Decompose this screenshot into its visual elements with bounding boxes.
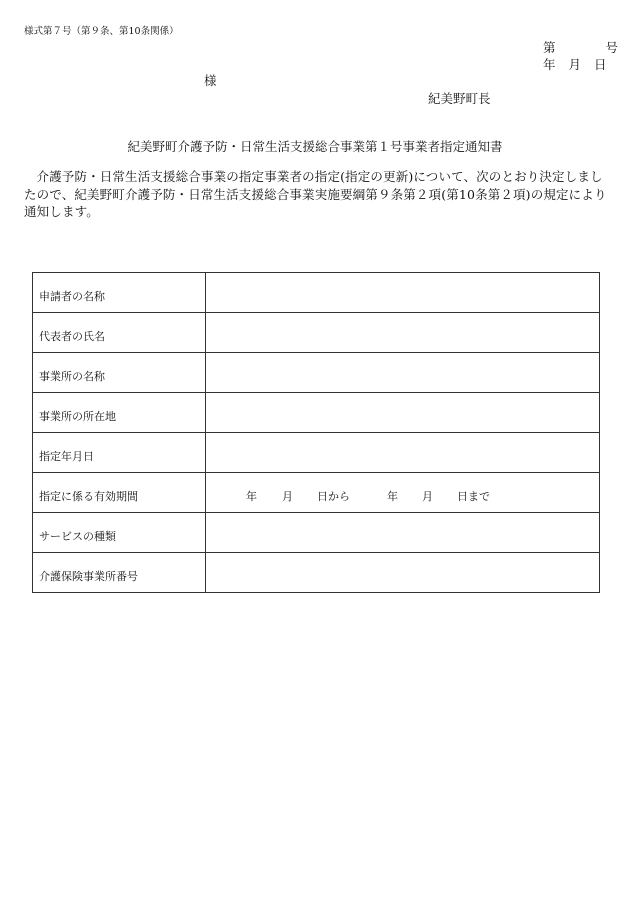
period-from-year: 年 xyxy=(246,489,257,503)
row-label: 申請者の名称 xyxy=(33,273,206,313)
notice-body: 介護予防・日常生活支援総合事業の指定事業者の指定(指定の更新)について、次のとおり決定しましたので、紀美野町介護予防・日常生活支援総合事業実施要綱第９条第２項(第10条第２項)の規定により通知します。 xyxy=(24,169,607,219)
row-label: 事業所の所在地 xyxy=(33,393,206,433)
document-number-suffix: 号 xyxy=(605,40,619,55)
table-row xyxy=(33,513,600,553)
row-value xyxy=(206,313,600,353)
row-value xyxy=(206,513,600,553)
date-year: 年 xyxy=(543,57,556,72)
period-from-month: 月 xyxy=(282,489,293,503)
period-to-day: 日まで xyxy=(457,489,490,503)
table-row xyxy=(33,473,600,513)
table-row xyxy=(33,553,600,593)
document-title: 紀美野町介護予防・日常生活支援総合事業第１号事業者指定通知書 xyxy=(127,139,503,154)
row-value xyxy=(206,433,600,473)
table-row xyxy=(33,313,600,353)
form-reference: 様式第７号（第９条、第10条関係） xyxy=(24,26,179,37)
period-to-month: 月 xyxy=(422,489,433,503)
table-row xyxy=(33,393,600,433)
table-row xyxy=(33,433,600,473)
period-from-day: 日から xyxy=(317,489,350,503)
document-number-prefix: 第 xyxy=(543,40,556,55)
table-row xyxy=(33,273,600,313)
issuer: 紀美野町長 xyxy=(428,91,491,106)
row-label: 代表者の氏名 xyxy=(33,313,206,353)
document-number xyxy=(543,38,618,56)
row-label: サービスの種類 xyxy=(33,513,206,553)
document-date xyxy=(543,55,607,73)
addressee: 様 xyxy=(204,73,217,88)
validity-period xyxy=(206,473,600,513)
row-label: 介護保険事業所番号 xyxy=(33,553,206,593)
row-label: 指定に係る有効期間 xyxy=(33,473,206,513)
date-day: 日 xyxy=(594,57,607,72)
designation-info-table xyxy=(32,272,600,593)
table-row xyxy=(33,353,600,393)
row-value xyxy=(206,273,600,313)
row-value xyxy=(206,353,600,393)
period-to-year: 年 xyxy=(387,489,398,503)
row-label: 事業所の名称 xyxy=(33,353,206,393)
row-value xyxy=(206,393,600,433)
row-label: 指定年月日 xyxy=(33,433,206,473)
row-value xyxy=(206,553,600,593)
date-month: 月 xyxy=(568,57,582,72)
